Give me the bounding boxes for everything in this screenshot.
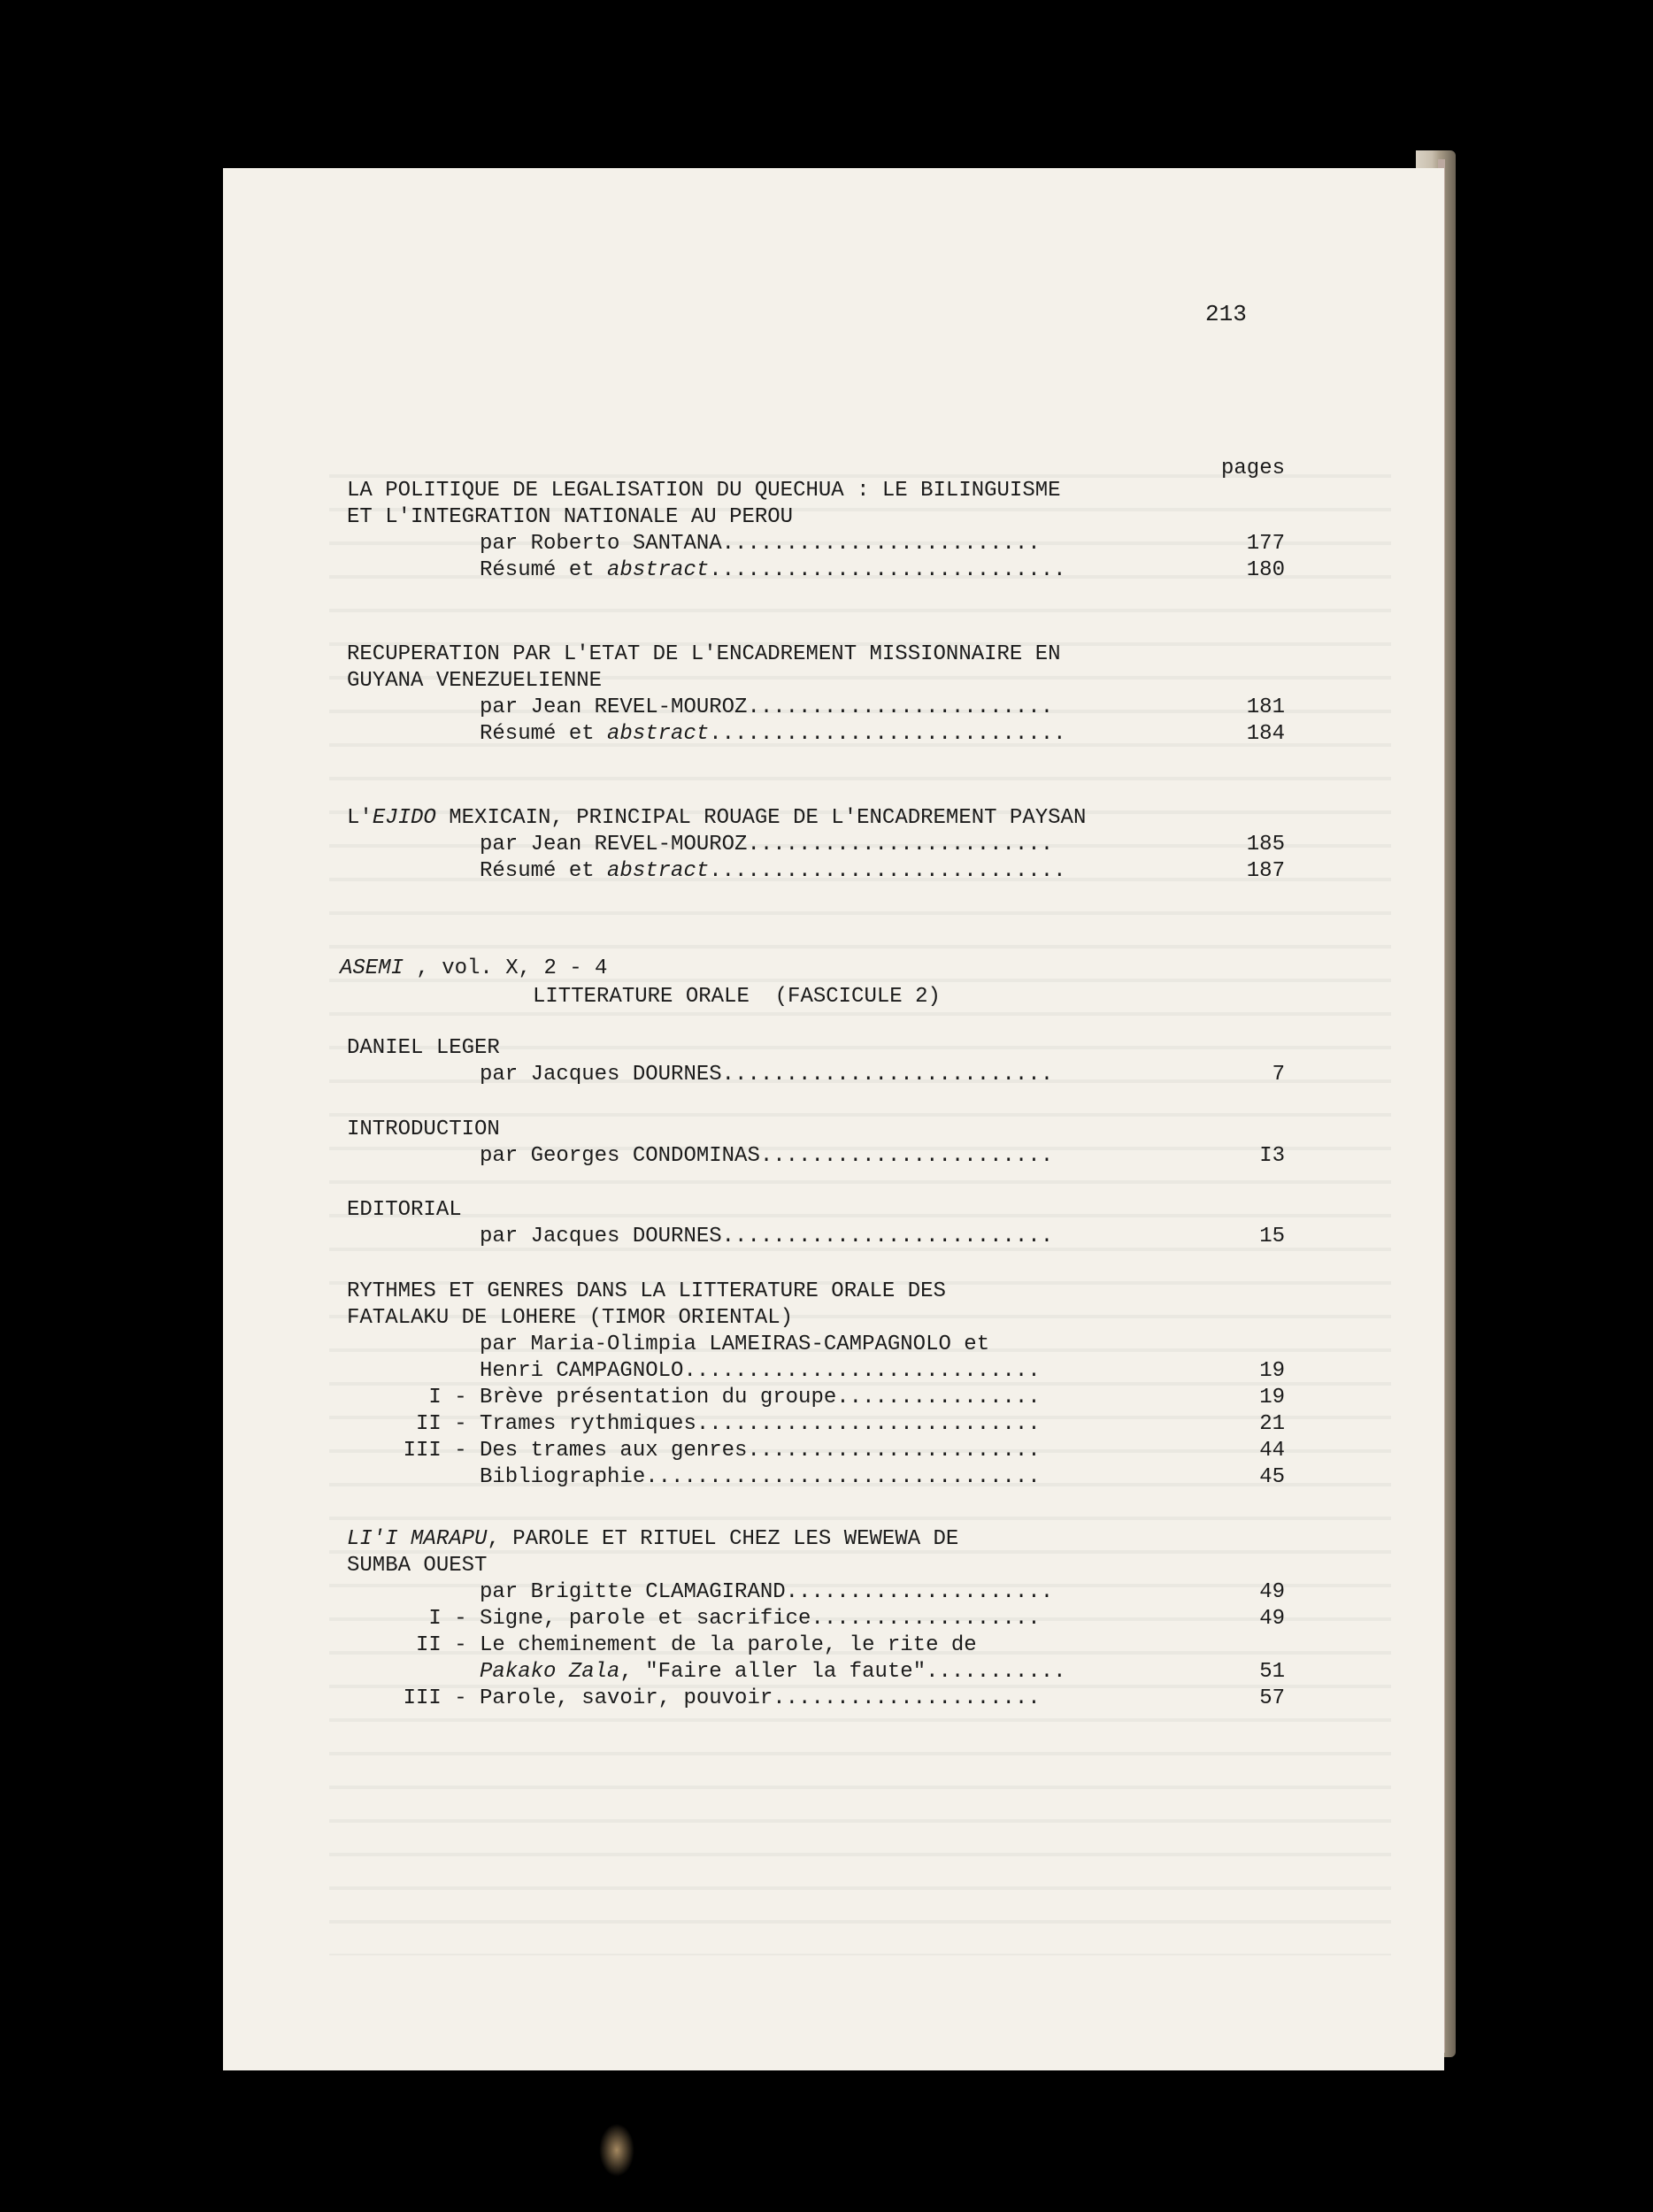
toc-section-rythmes (347, 1279, 1285, 1491)
toc-subentry: Bibliographie............................... 45 (480, 1465, 1285, 1489)
fascicle-title: LITTERATURE ORALE (FASCICULE 2) (533, 985, 941, 1009)
page-ref: 15 (1259, 1225, 1285, 1248)
toc-subentry: Pakako Zala, "Faire aller la faute"........... 51 (480, 1660, 1285, 1684)
toc-section-daniel-leger (347, 1035, 1285, 1088)
section-title: RYTHMES ET GENRES DANS LA LITTERATURE ORALE DES (347, 1279, 946, 1303)
paper-stain (599, 2124, 634, 2177)
page-ref: 184 (1246, 722, 1285, 746)
page-ref: 51 (1259, 1660, 1285, 1684)
pages-header: pages (1220, 457, 1285, 480)
toc-subentry: II - Trames rythmiques........................... 21 (415, 1412, 1285, 1436)
journal-name: ASEMI (340, 956, 404, 980)
toc-entry: par Brigitte CLAMAGIRAND..................... 49 (480, 1580, 1285, 1604)
section-title: DANIEL LEGER (347, 1036, 500, 1060)
toc-subentry: II - Le cheminement de la parole, le rite de (415, 1633, 977, 1657)
toc-subentry: I - Signe, parole et sacrifice.................. 49 (428, 1607, 1285, 1631)
toc-entry: par Georges CONDOMINAS....................... I3 (480, 1144, 1285, 1168)
toc-subentry: III - Des trames aux genres....................... 44 (403, 1439, 1285, 1463)
page-ref: 44 (1259, 1439, 1285, 1463)
section-title: LA POLITIQUE DE LEGALISATION DU QUECHUA : LE BILINGUISME (347, 479, 1061, 503)
section-title: ET L'INTEGRATION NATIONALE AU PEROU (347, 505, 794, 529)
page-ref: 19 (1259, 1359, 1285, 1383)
page-ref: 49 (1259, 1607, 1285, 1631)
page-ref: 7 (1272, 1063, 1285, 1087)
volume-heading: ASEMI , vol. X, 2 - 4 LITTERATURE ORALE (FASCICULE 2) (340, 956, 941, 1009)
toc-section-ejido (347, 805, 1285, 885)
page-ref: 181 (1246, 695, 1285, 719)
section-title: EDITORIAL (347, 1198, 462, 1222)
toc-entry: par Maria-Olimpia LAMEIRAS-CAMPAGNOLO et (480, 1333, 990, 1356)
toc-entry: Henri CAMPAGNOLO............................ 19 (480, 1359, 1285, 1383)
toc-entry: par Roberto SANTANA......................... 177 (480, 532, 1285, 556)
toc-entry: Résumé et abstract............................ 187 (480, 859, 1285, 883)
toc-entry: par Jean REVEL-MOUROZ........................ 181 (480, 695, 1285, 719)
toc-section-introduction (347, 1117, 1285, 1170)
toc-entry: par Jean REVEL-MOUROZ........................ 185 (480, 833, 1285, 856)
section-title: LI'I MARAPU, PAROLE ET RITUEL CHEZ LES WEWEWA DE (347, 1527, 959, 1551)
page-ref: 187 (1246, 859, 1285, 883)
toc-entry: Résumé et abstract............................ 184 (480, 722, 1285, 746)
toc-entry: Résumé et abstract............................ 180 (480, 558, 1285, 582)
section-title: RECUPERATION PAR L'ETAT DE L'ENCADREMENT MISSIONNAIRE EN (347, 642, 1061, 666)
page-ref: 19 (1259, 1386, 1285, 1409)
page-ref: 21 (1259, 1412, 1285, 1436)
page-number: 213 (1205, 301, 1247, 327)
page-ref: 185 (1246, 833, 1285, 856)
toc-subentry: I - Brève présentation du groupe................ 19 (428, 1386, 1285, 1409)
toc-subentry: III - Parole, savoir, pouvoir..................... 57 (403, 1686, 1285, 1710)
section-title: SUMBA OUEST (347, 1554, 488, 1578)
page-ref: 57 (1259, 1686, 1285, 1710)
toc-section-marapu (347, 1526, 1285, 1712)
page-ref: I3 (1259, 1144, 1285, 1168)
document-page (223, 168, 1444, 2070)
toc-entry: par Jacques DOURNES.......................... 15 (480, 1225, 1285, 1248)
toc-section-editorial (347, 1197, 1285, 1250)
page-ref: 177 (1246, 532, 1285, 556)
section-title: FATALAKU DE LOHERE (TIMOR ORIENTAL) (347, 1306, 794, 1330)
toc-section-quechua (347, 478, 1285, 584)
toc-entry: par Jacques DOURNES.......................... 7 (480, 1063, 1285, 1087)
page-ref: 45 (1259, 1465, 1285, 1489)
section-title: L'EJIDO MEXICAIN, PRINCIPAL ROUAGE DE L'ENCADREMENT PAYSAN (347, 806, 1087, 830)
toc-section-guyana (347, 641, 1285, 748)
page-ref: 180 (1246, 558, 1285, 582)
page-ref: 49 (1259, 1580, 1285, 1604)
section-title: GUYANA VENEZUELIENNE (347, 669, 603, 693)
section-title: INTRODUCTION (347, 1118, 500, 1141)
